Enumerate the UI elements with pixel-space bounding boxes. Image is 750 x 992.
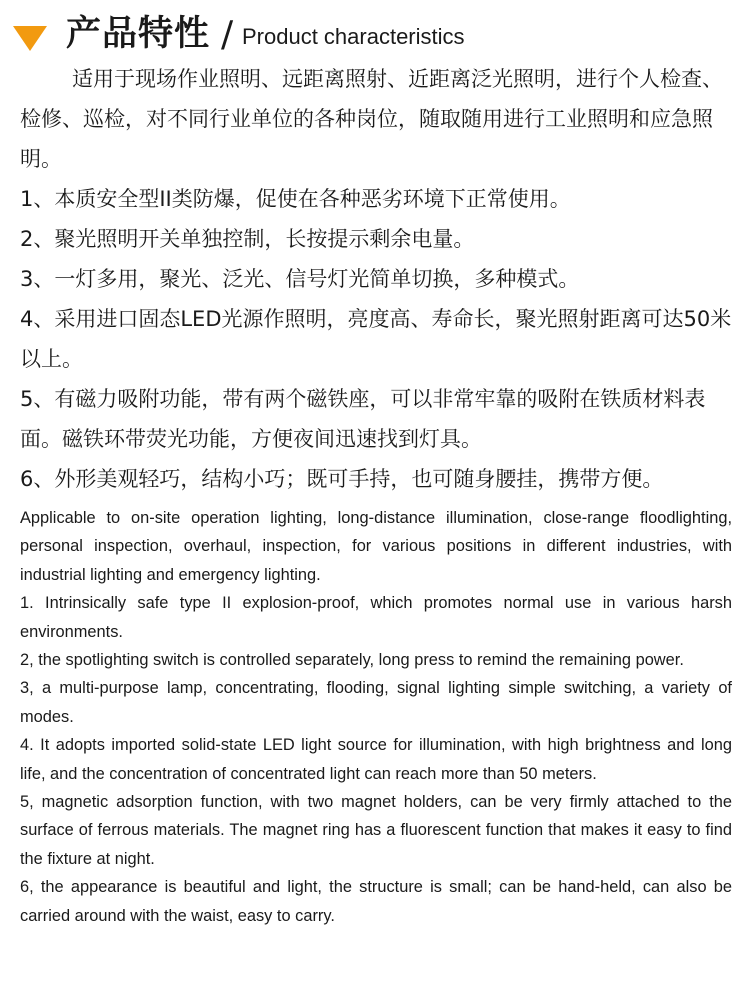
- cn-feature-3: 3、一灯多用，聚光、泛光、信号灯光简单切换，多种模式。: [20, 267, 580, 291]
- en-feature-6: 6, the appearance is beautiful and light, the structure is small; can be hand-held, can also be carried around with the waist, easy to carry.: [20, 878, 732, 925]
- title-chinese: 产品特性: [66, 14, 211, 54]
- en-intro-paragraph: Applicable to on-site operation lighting, long-distance illumination, close-range floodlighting, personal inspection, overhaul, inspection, for various positions in different industries, with industrial lighting and emergency lighting.: [20, 509, 732, 584]
- section-header: [0, 0, 750, 62]
- cn-feature-4: 4、采用进口固态LED光源作照明，亮度高、寿命长，聚光照射距离可达50米以上。: [20, 307, 732, 371]
- en-feature-1: 1. Intrinsically safe type II explosion-proof, which promotes normal use in various harsh environments.: [20, 594, 732, 641]
- english-description: [20, 504, 732, 930]
- triangle-down-icon: [13, 26, 47, 51]
- cn-feature-1: 1、本质安全型II类防爆，促使在各种恶劣环境下正常使用。: [20, 187, 571, 211]
- chinese-description: [20, 59, 732, 499]
- en-feature-4: 4. It adopts imported solid-state LED light source for illumination, with high brightness and long life, and the concentration of concentrated light can reach more than 50 meters.: [20, 736, 732, 783]
- cn-feature-2: 2、聚光照明开关单独控制，长按提示剩余电量。: [20, 227, 475, 251]
- en-feature-2: 2, the spotlighting switch is controlled separately, long press to remind the remaining power.: [20, 651, 684, 670]
- en-feature-5: 5, magnetic adsorption function, with two magnet holders, can be very firmly attached to the surface of ferrous materials. The magnet ring has a fluorescent function that makes it easy to find the fixture at night.: [20, 793, 732, 868]
- cn-feature-6: 6、外形美观轻巧，结构小巧；既可手持，也可随身腰挂，携带方便。: [20, 467, 664, 491]
- en-feature-3: 3, a multi-purpose lamp, concentrating, flooding, signal lighting simple switching, a variety of modes.: [20, 679, 732, 726]
- title-english: Product characteristics: [242, 24, 465, 49]
- cn-feature-5: 5、有磁力吸附功能，带有两个磁铁座，可以非常牢靠的吸附在铁质材料表面。磁铁环带荧光功能，方便夜间迅速找到灯具。: [20, 387, 706, 451]
- cn-intro-paragraph: 适用于现场作业照明、远距离照射、近距离泛光照明，进行个人检查、检修、巡检，对不同行业单位的各种岗位，随取随用进行工业照明和应急照明。: [20, 67, 723, 171]
- title-slash: /: [221, 14, 234, 55]
